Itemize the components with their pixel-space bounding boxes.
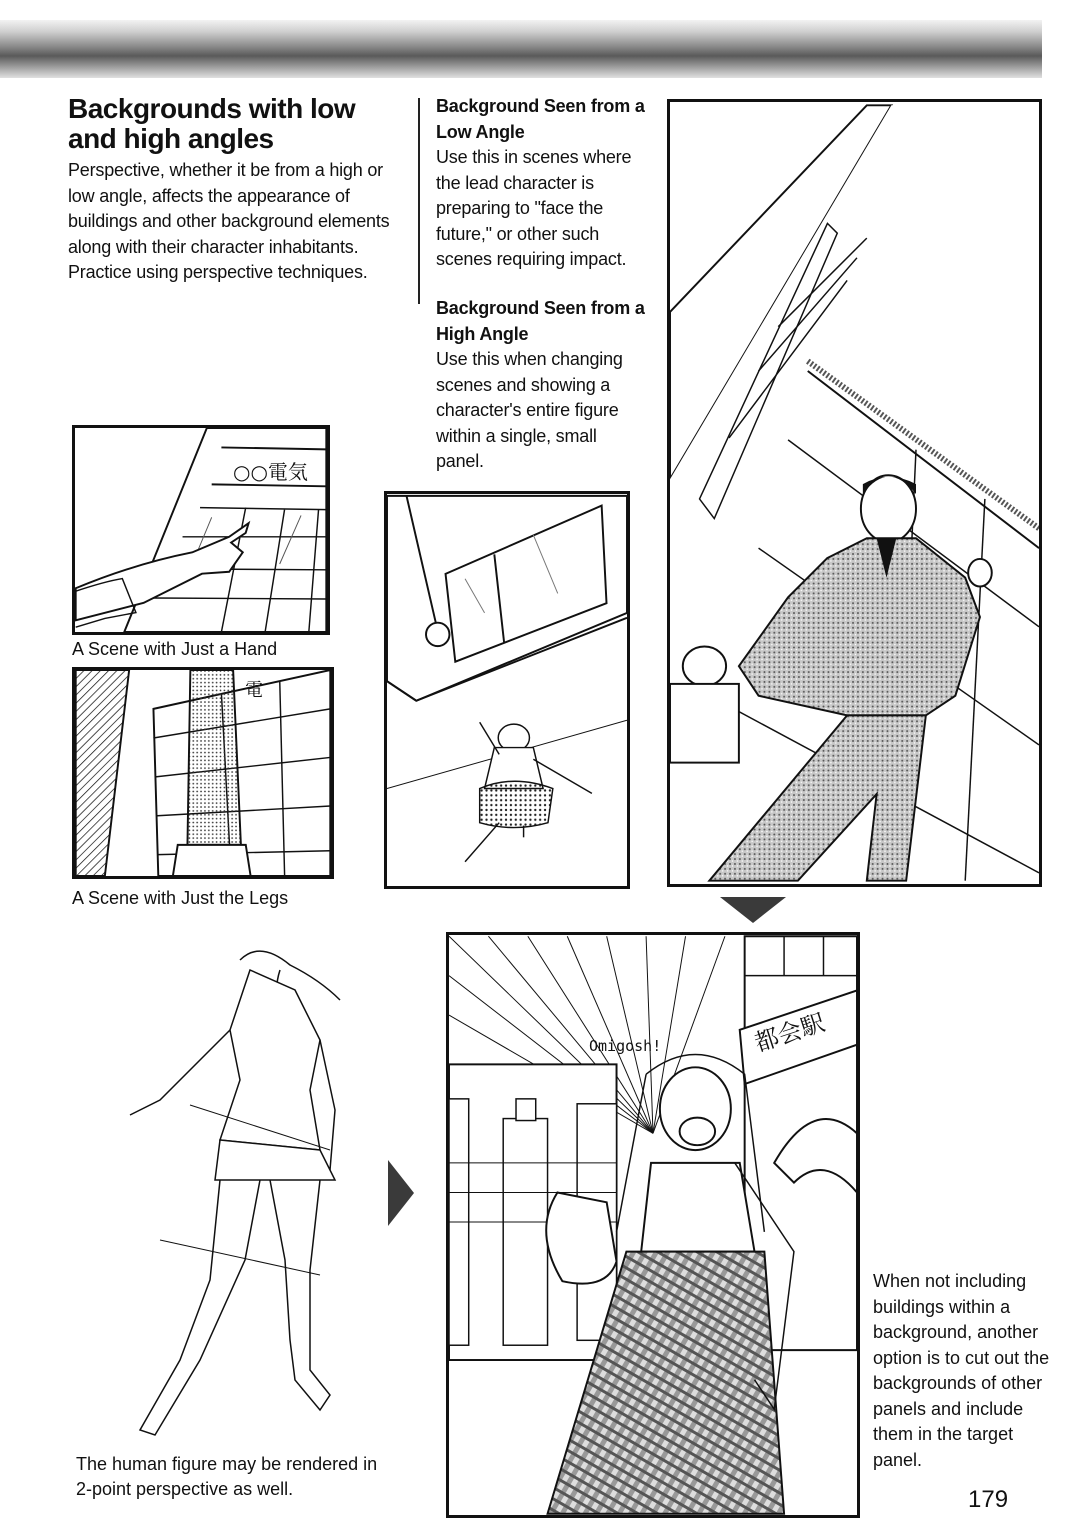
shop-sign: ○○電気 <box>233 460 308 484</box>
high-angle-heading: Background Seen from a High Angle <box>436 298 645 344</box>
hand-panel <box>72 425 330 635</box>
legs-caption: A Scene with Just the Legs <box>72 888 289 908</box>
cutout-caption: When not including buildings within a background, another option is to cut out the backgrounds of other panels and include them in the target panel. <box>873 1271 1050 1470</box>
high-angle-illustration <box>387 494 627 886</box>
low-angle-panel <box>667 99 1042 887</box>
column-divider <box>418 98 420 304</box>
station-sign: 都会駅 <box>751 1008 829 1058</box>
page-title: Backgrounds with low and high angles <box>68 93 356 154</box>
low-angle-illustration <box>670 102 1039 884</box>
low-angle-body: Use this in scenes where the lead character is preparing to "face the future," or other such scenes requiring impact. <box>436 147 632 269</box>
arrow-right-icon <box>388 1160 414 1226</box>
page-number: 179 <box>968 1486 1009 1513</box>
legs-illustration <box>75 670 331 876</box>
walking-figure-illustration <box>120 940 360 1440</box>
high-angle-body: Use this when changing scenes and showing a character's entire figure within a single, small panel. <box>436 349 623 471</box>
low-angle-heading: Background Seen from a Low Angle <box>436 96 645 142</box>
header-bar <box>0 20 1042 78</box>
sfx-omigosh: Omigosh! <box>589 1037 662 1055</box>
figure-caption: The human figure may be rendered in 2-point perspective as well. <box>76 1454 378 1499</box>
intro-text: Perspective, whether it be from a high or low angle, affects the appearance of buildings and other background elements along with their character inhabitants. Practice using perspective techniques. <box>68 160 390 282</box>
hand-caption: A Scene with Just a Hand <box>72 639 278 659</box>
high-angle-panel <box>384 491 630 889</box>
building-sign: 電 <box>245 680 263 701</box>
arrow-down-icon <box>720 897 786 923</box>
legs-panel <box>72 667 334 879</box>
station-panel <box>446 932 860 1518</box>
